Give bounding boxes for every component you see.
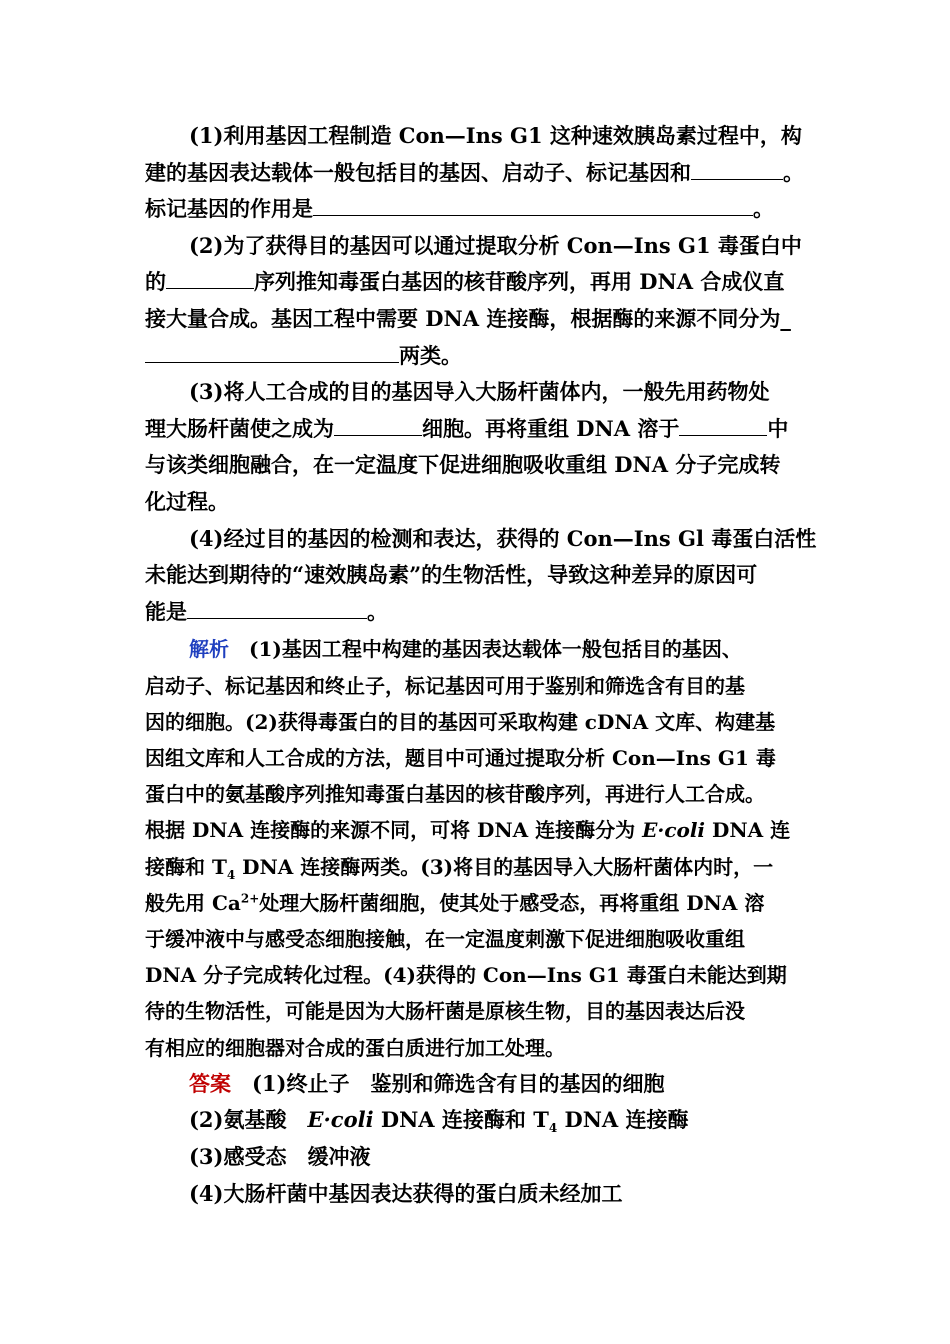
subscript: 4 [548,1121,558,1136]
q4-line3 [145,594,810,631]
q2-line4 [145,338,810,375]
analysis-line12: 有相应的细胞器对合成的蛋白质进行加工处理。 [145,1035,565,1060]
q4-line2: 未能达到期待的“速效胰岛素”的生物活性，导致这种差异的原因可 [145,562,758,588]
analysis-text: (1)基因工程中构建的基因表达载体一般包括目的基因、 [229,637,742,662]
answer-blank[interactable] [187,600,367,619]
analysis-text: DNA 连 [705,818,791,843]
answer-blank[interactable] [166,270,254,289]
q2-text: 两类。 [399,342,462,368]
analysis-text: 处理大肠杆菌细胞，使其处于感受态，再将重组 DNA 溶 [259,890,765,915]
analysis-line2: 启动子、标记基因和终止子，标记基因可用于鉴别和筛选含有目的基 [145,673,745,698]
analysis-line6 [145,812,810,848]
answer-line4: (4)大肠杆菌中基因表达获得的蛋白质未经加工 [189,1180,623,1206]
analysis-text: 般先用 Ca [145,890,241,915]
q2-text: 序列推知毒蛋白基因的核苷酸序列，再用 DNA 合成仪直 [254,269,785,295]
q3-line2 [145,411,810,448]
q1-period: 。 [753,196,774,222]
q3-text: 理大肠杆菌使之成为 [145,415,334,441]
analysis-line3: 因的细胞。(2)获得毒蛋白的目的基因可采取构建 cDNA 文库、构建基 [145,709,776,734]
answer-blank[interactable] [679,417,767,436]
q1-text: 建的基因表达载体一般包括目的基因、启动子、标记基因和 [145,159,691,185]
analysis-line8 [145,885,810,921]
analysis-line10: DNA 分子完成转化过程。(4)获得的 Con—Ins G1 毒蛋白未能达到期 [145,963,787,988]
answer-blank[interactable] [691,161,783,180]
analysis-line1 [145,631,810,667]
analysis-text: 根据 DNA 连接酶的来源不同，可将 DNA 连接酶分为 [145,818,643,843]
answer-blank[interactable] [313,197,753,216]
answer-line1 [145,1066,810,1103]
q1-period: 。 [783,159,804,185]
analysis-line7 [145,849,810,885]
analysis-line9: 于缓冲液中与感受态细胞接触，在一定温度刺激下促进细胞吸收重组 [145,926,745,951]
q4-line1: (4)经过目的基因的检测和表达，获得的 Con—Ins Gl 毒蛋白活性 [189,525,817,551]
q3-text: 细胞。再将重组 DNA 溶于 [422,415,680,441]
analysis-text: 接酶和 T [145,854,227,879]
q2-line1: (2)为了获得目的基因可以通过提取分析 Con—Ins G1 毒蛋白中 [189,232,802,258]
analysis-section [145,631,810,1065]
answer-text: DNA 连接酶和 T [373,1107,549,1133]
subscript: 4 [226,867,236,882]
analysis-line5: 蛋白中的氨基酸序列推知毒蛋白基因的核苷酸序列，再进行人工合成。 [145,782,765,807]
q1-text: 标记基因的作用是 [145,196,313,222]
q1-line1: (1)利用基因工程制造 Con—Ins G1 这种速效胰岛素过程中，构 [189,123,802,148]
q2-line2 [145,264,810,301]
analysis-line4: 因组文库和人工合成的方法，题目中可通过提取分析 Con—Ins G1 毒 [145,745,776,770]
q2-line3: 接大量合成。基因工程中需要 DNA 连接酶，根据酶的来源不同分为_ [145,305,791,331]
document-page [145,118,817,1212]
answer-line2 [145,1102,810,1139]
species-name: E·coli [307,1107,374,1133]
superscript: 2+ [240,891,260,906]
q3-line1: (3)将人工合成的目的基因导入大肠杆菌体内，一般先用药物处 [189,379,770,405]
answer-blank[interactable] [145,344,399,363]
q3-text: 中 [767,415,789,441]
answer-section [145,1066,810,1212]
answer-text: (1)终止子 鉴别和筛选含有目的基因的细胞 [231,1070,665,1096]
q3-line3: 与该类细胞融合，在一定温度下促进细胞吸收重组 DNA 分子完成转 [145,452,781,478]
analysis-line11: 待的生物活性，可能是因为大肠杆菌是原核生物，目的基因表达后没 [145,999,745,1024]
q1-line2 [145,155,810,192]
answer-line3: (3)感受态 缓冲液 [189,1143,371,1169]
analysis-label: 解析 [189,637,229,662]
answer-blank[interactable] [334,417,422,436]
q4-period: 。 [367,598,388,624]
q1-line3 [145,191,810,228]
answer-text: DNA 连接酶 [557,1107,689,1133]
answer-text: (2)氨基酸 [189,1107,308,1133]
analysis-text: DNA 连接酶两类。(3)将目的基因导入大肠杆菌体内时，一 [235,854,774,879]
q3-line4: 化过程。 [145,488,229,514]
q2-text: 的 [145,269,166,295]
species-name: E·coli [642,818,706,843]
q4-text: 能是 [145,598,187,624]
answer-label: 答案 [189,1070,231,1096]
